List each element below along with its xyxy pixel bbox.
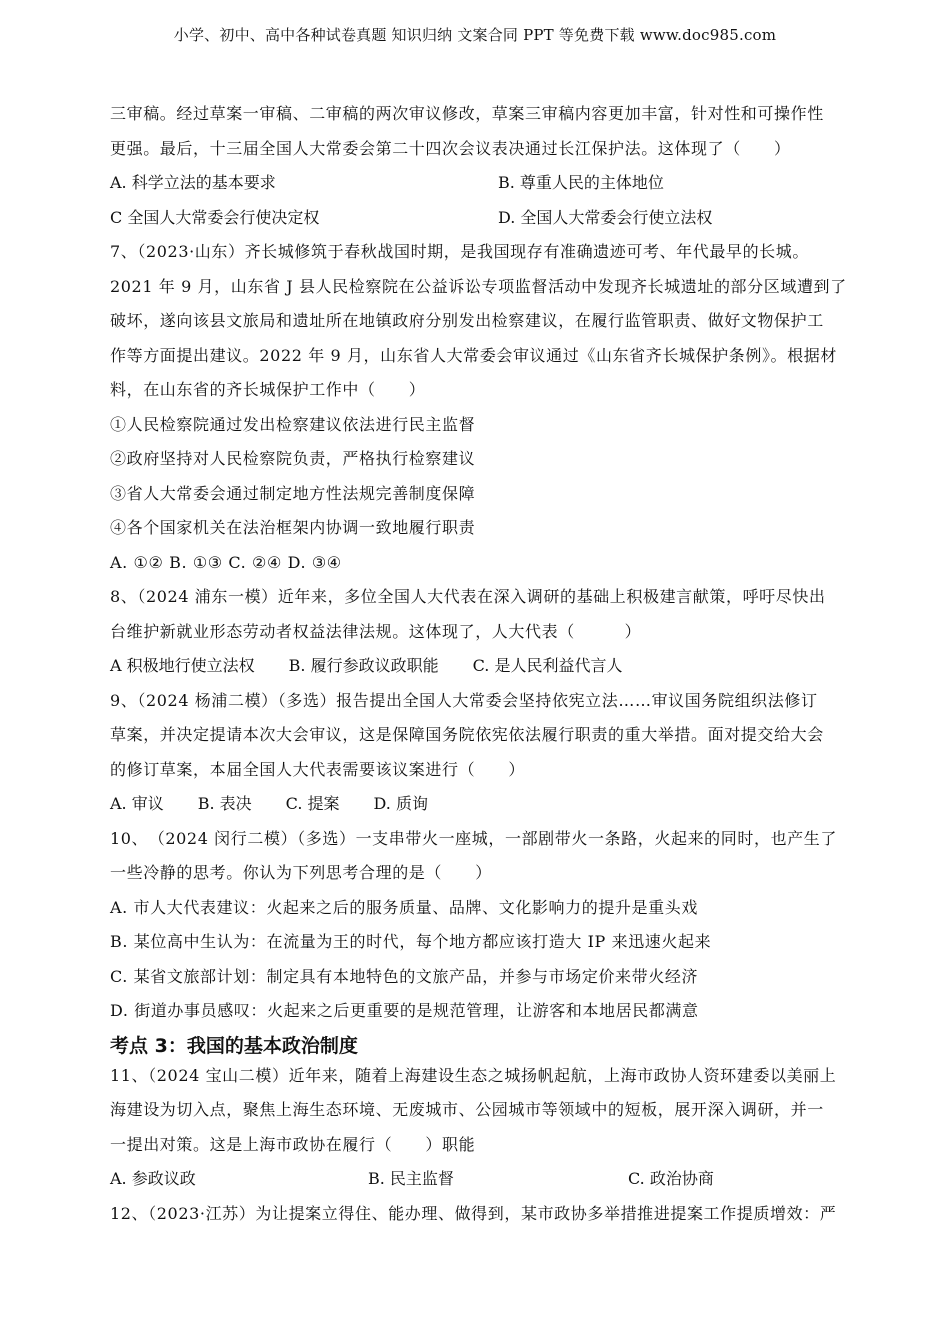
question-line: 破坏，遂向该县文旅局和遗址所在地镇政府分别发出检察建议，在履行监管职责、做好文物保护工 [110, 311, 824, 330]
option-row [110, 787, 845, 822]
option-b: B. 某位高中生认为：在流量为王的时代，每个地方都应该打造大 IP 来迅速火起来 [110, 932, 712, 951]
question-7 [110, 235, 845, 580]
option-a: A. 市人大代表建议：火起来之后的服务质量、品牌、文化影响力的提升是重头戏 [110, 897, 698, 917]
question-6 [110, 97, 845, 235]
option-a: A. 科学立法的基本要求 [110, 173, 276, 192]
option-row [110, 201, 845, 236]
question-line: 料，在山东省的齐长城保护工作中（ ） [110, 380, 426, 399]
page-header: 小学、初中、高中各种试卷真题 知识归纳 文案合同 PPT 等免费下载 www.doc985.com [173, 26, 777, 44]
question-line: 2021 年 9 月，山东省 J 县人民检察院在公益诉讼专项监督活动中发现齐长城遗址的部分区域遭到了 [110, 276, 847, 296]
option-d: D. 质询 [373, 794, 428, 813]
option-c: C. 某省文旅部计划：制定具有本地特色的文旅产品，并参与市场定价来带火经济 [110, 966, 699, 986]
question-line: 12、（2023·江苏）为让提案立得住、能办理、做得到，某市政协多举措推进提案工作提质增效：严 [110, 1203, 837, 1223]
option-d: D. 街道办事员感叹：火起来之后更重要的是规范管理，让游客和本地居民都满意 [110, 1001, 699, 1020]
question-11 [110, 1059, 845, 1197]
option-row [110, 649, 845, 684]
option-b: B. 履行参政议政职能 [288, 656, 439, 675]
document-body [110, 97, 845, 1231]
question-line: 7、（2023·山东）齐长城修筑于春秋战国时期，是我国现存有准确遗迹可考、年代最早的长城。 [110, 242, 809, 261]
question-line: 一提出对策。这是上海市政协在履行（ ）职能 [110, 1134, 476, 1154]
question-line: 8、（2024 浦东一模）近年来，多位全国人大代表在深入调研的基础上积极建言献策，呼吁尽快出 [110, 587, 826, 606]
question-line: 草案，并决定提请本次大会审议，这是保障国务院依宪依法履行职责的重大举措。面对提交给大会 [110, 725, 824, 744]
question-line: 台维护新就业形态劳动者权益法律法规。这体现了，人大代表（ ） [110, 621, 642, 641]
option-b: B. 民主监督 [368, 1169, 454, 1188]
question-10 [110, 822, 845, 1029]
question-line: 作等方面提出建议。2022 年 9 月，山东省人大常委会审议通过《山东省齐长城保护条例》。根据材 [110, 345, 837, 365]
question-line: 9、（2024 杨浦二模）（多选）报告提出全国人大常委会坚持依宪立法……审议国务院组织法修订 [110, 690, 818, 710]
option-c: C. 提案 [285, 794, 340, 813]
question-8 [110, 580, 845, 684]
option-d: D. 全国人大常委会行使立法权 [498, 207, 713, 227]
question-line: 三审稿。经过草案一审稿、二审稿的两次审议修改，草案三审稿内容更加丰富，针对性和可操作性 [110, 104, 824, 123]
option-row [110, 166, 845, 201]
section-heading: 考点 3：我国的基本政治制度 [110, 1034, 358, 1057]
question-line: 更强。最后，十三届全国人大常委会第二十四次会议表决通过长江保护法。这体现了（ ） [110, 138, 791, 158]
question-line: 一些冷静的思考。你认为下列思考合理的是（ ） [110, 863, 492, 882]
option-c: C. 是人民利益代言人 [472, 656, 623, 675]
question-9 [110, 684, 845, 822]
option-c: C 全国人大常委会行使决定权 [110, 207, 320, 227]
question-12 [110, 1197, 845, 1232]
question-line: 海建设为切入点，聚焦上海生态环境、无废城市、公园城市等领域中的短板，展开深入调研，并一 [110, 1100, 824, 1119]
statement-2: ②政府坚持对人民检察院负责，严格执行检察建议 [110, 449, 476, 468]
option-b: B. 尊重人民的主体地位 [498, 173, 664, 192]
option-b: B. 表决 [197, 794, 252, 813]
question-line: 10、 （2024 闵行二模）（多选）一支串带火一座城，一部剧带火一条路，火起来的同时，也产生了 [110, 828, 837, 848]
question-line: 的修订草案，本届全国人大代表需要该议案进行（ ） [110, 759, 526, 779]
option-a: A. 参政议政 [110, 1169, 196, 1188]
option-row [110, 1162, 845, 1197]
option-a: A 积极地行使立法权 [110, 656, 255, 675]
statement-4: ④各个国家机关在法治框架内协调一致地履行职责 [110, 518, 476, 537]
option-c: C. 政治协商 [628, 1169, 714, 1188]
question-line: 11、（2024 宝山二模）近年来，随着上海建设生态之城扬帆起航，上海市政协人资环建委以美丽上 [110, 1065, 837, 1085]
statement-1: ①人民检察院通过发出检察建议依法进行民主监督 [110, 414, 476, 434]
option-row: A. ①② B. ①③ C. ②④ D. ③④ [110, 552, 342, 572]
option-a: A. 审议 [110, 794, 164, 813]
statement-3: ③省人大常委会通过制定地方性法规完善制度保障 [110, 483, 476, 503]
